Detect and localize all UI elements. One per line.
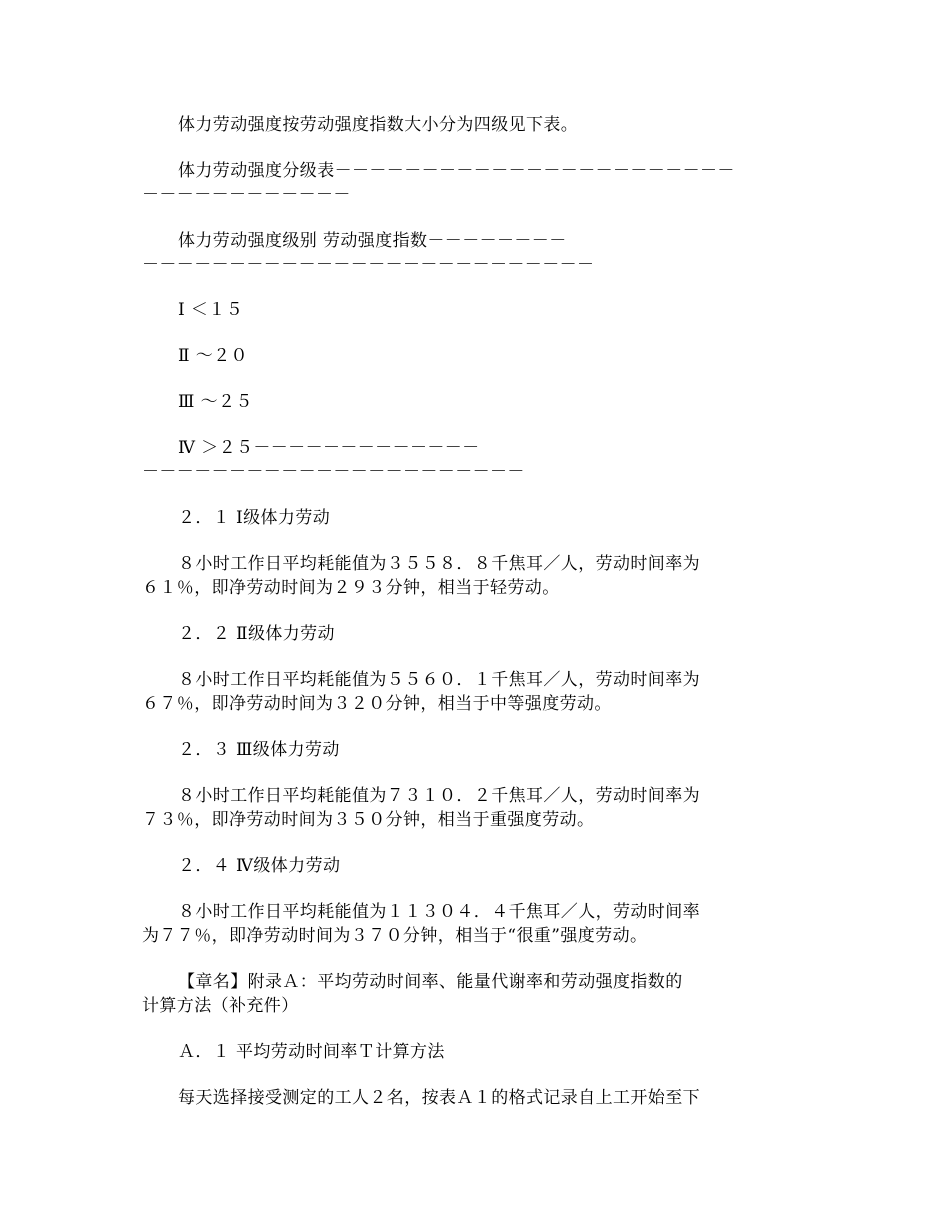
paragraph-a-1 [142, 1086, 742, 1110]
paragraph-intro [142, 113, 742, 137]
text-line: －－－－－－－－－－－－ [142, 185, 351, 205]
text-line: Ⅰ ＜１５ [178, 300, 244, 320]
text-line: 体力劳动强度级别 劳动强度指数－－－－－－－－ [178, 231, 567, 251]
paragraph-2-3 [142, 784, 742, 832]
text-line: ２．４ Ⅳ级体力劳动 [178, 856, 341, 876]
section-heading-2-3 [142, 738, 742, 762]
text-line: 体力劳动强度按劳动强度指数大小分为四级见下表。 [178, 115, 579, 135]
text-line: －－－－－－－－－－－－－－－－－－－－－－－－－－ [142, 255, 595, 275]
table-title-line [142, 159, 742, 207]
text-line: 【章名】附录Ａ：平均劳动时间率、能量代谢率和劳动强度指数的 [178, 972, 683, 992]
table-row-level-4 [142, 436, 742, 484]
table-row-level-2 [142, 344, 742, 368]
table-header-line [142, 229, 742, 277]
section-heading-2-2 [142, 622, 742, 646]
text-line: ２．１ Ⅰ级体力劳动 [178, 508, 331, 528]
section-heading-2-1 [142, 506, 742, 530]
text-line: 计算方法（补充件） [142, 996, 299, 1016]
text-line: 每天选择接受测定的工人２名，按表Ａ１的格式记录自上工开始至下 [178, 1088, 700, 1108]
text-line: ８小时工作日平均耗能值为５５６０．１千焦耳／人，劳动时间率为 [178, 670, 700, 690]
text-line: －－－－－－－－－－－－－－－－－－－－－－ [142, 462, 525, 482]
text-line: ７３％，即净劳动时间为３５０分钟，相当于重强度劳动。 [142, 810, 595, 830]
text-line: Ⅱ ～２０ [178, 346, 248, 366]
text-line: ６７％，即净劳动时间为３２０分钟，相当于中等强度劳动。 [142, 694, 612, 714]
text-line: ６１％，即净劳动时间为２９３分钟，相当于轻劳动。 [142, 578, 560, 598]
text-line: 为７７％，即净劳动时间为３７０分钟，相当于“很重”强度劳动。 [142, 926, 648, 946]
text-line: ２．２ Ⅱ级体力劳动 [178, 624, 335, 644]
section-heading-a-1 [142, 1040, 742, 1064]
text-line: Ⅳ ＞２５－－－－－－－－－－－－－ [178, 438, 480, 458]
section-heading-2-4 [142, 854, 742, 878]
text-line: Ａ．１ 平均劳动时间率Ｔ计算方法 [178, 1042, 445, 1062]
text-line: 体力劳动强度分级表－－－－－－－－－－－－－－－－－－－－－－－ [178, 161, 735, 181]
text-line: ８小时工作日平均耗能值为３５５８．８千焦耳／人，劳动时间率为 [178, 554, 700, 574]
paragraph-2-1 [142, 552, 742, 600]
table-row-level-1 [142, 298, 742, 322]
paragraph-2-2 [142, 668, 742, 716]
text-line: Ⅲ ～２５ [178, 392, 253, 412]
paragraph-2-4 [142, 900, 742, 948]
chapter-title-appendix-a [142, 970, 742, 1018]
text-line: ２．３ Ⅲ级体力劳动 [178, 740, 340, 760]
table-row-level-3 [142, 390, 742, 414]
text-line: ８小时工作日平均耗能值为７３１０．２千焦耳／人，劳动时间率为 [178, 786, 700, 806]
text-line: ８小时工作日平均耗能值为１１３０４．４千焦耳／人，劳动时间率 [178, 902, 700, 922]
